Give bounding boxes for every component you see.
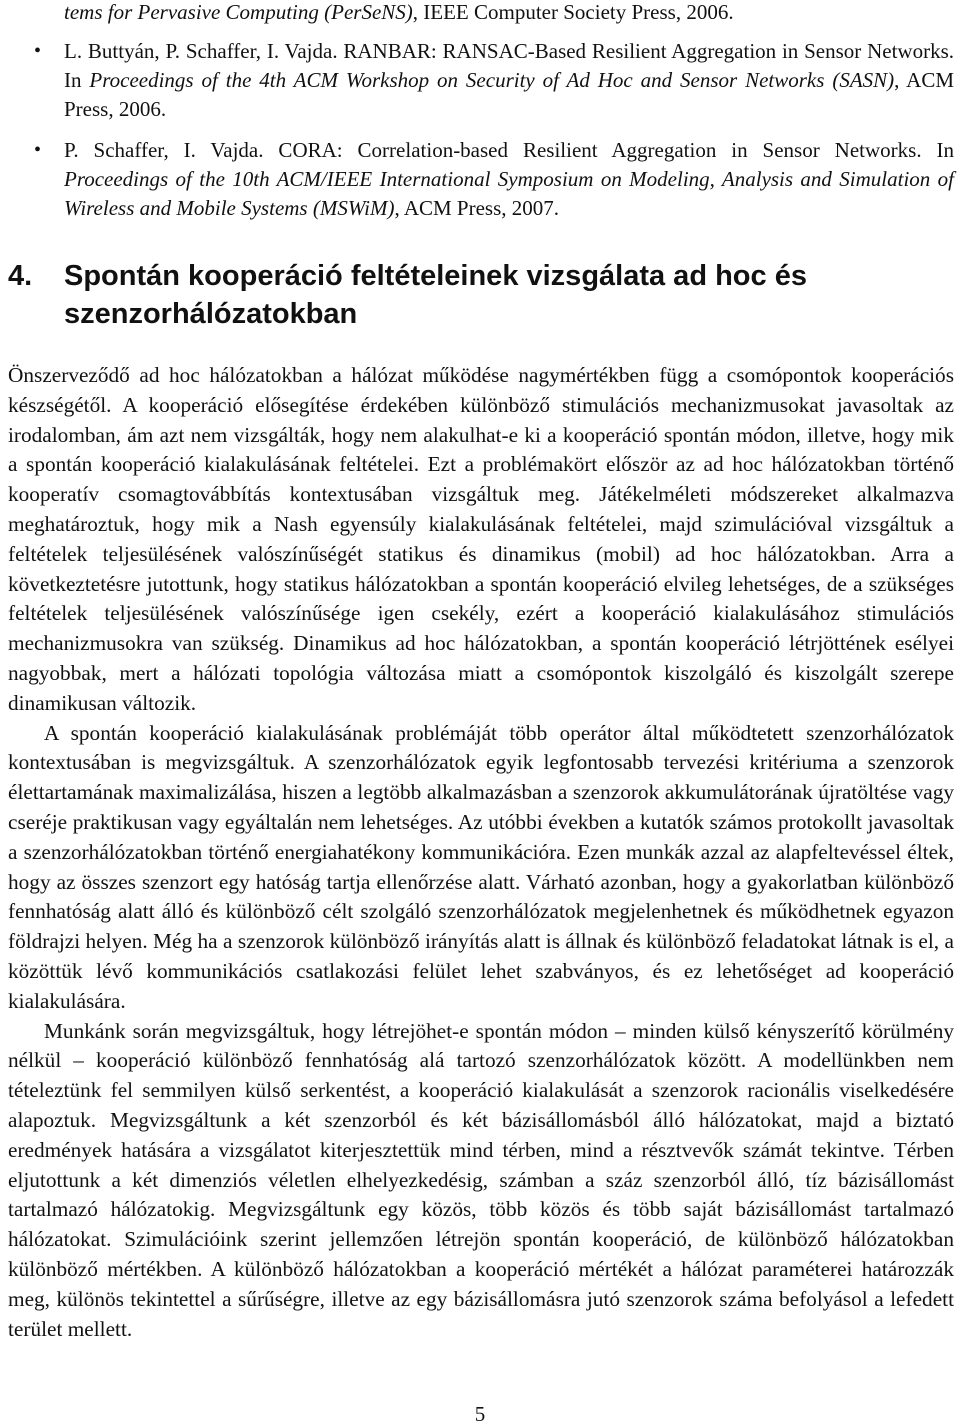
page-number: 5	[474, 1402, 486, 1426]
reference-venue: Proceedings of the 10th ACM/IEEE International Symposium on Modeling, Analysis and Simulation of Wireless and Mobile Systems (MSWiM)	[64, 167, 954, 220]
body-paragraph: Munkánk során megvizsgáltuk, hogy létrejöhet-e spontán módon – minden külső kényszerítő körülmény nélkül – kooperáció különböző fennhatóság alá tartozó szenzorhálózatok között. A modellünkben nem tételeztünk fel semmilyen külső serkentést, a kooperáció kialakulását a szenzorok racionális viselkedésére alapoztuk. Megvizsgáltunk a két szenzorból és két bázisállomásból álló hálózatokat, majd a biztató eredmények hatására a vizsgálatot kiterjesztettük mind térben, mind a résztvevők számát tekintve. Térben eljutottunk a két dimenziós véletlen elhelyezkedésig, számban a száz szenzorból álló, tíz bázisállomást tartalmazó hálózatokig. Megvizsgáltunk egy közös, több közös és több saját bázisállomást tartalmazó hálózatokat. Szimulációink szerint jellemzően létrejön spontán kooperáció, de különböző hálózatokban különböző mértékben. A különböző hálózatokban a kooperáció mértékét a hálózat paraméterei határozzák meg, különös tekintettel a sűrűségre, illetve az egy bázisállomásra jutó szenzorok száma befolyásol a lefedett terület mellett.	[8, 1018, 954, 1341]
section-title: Spontán kooperáció feltételeinek vizsgálata ad hoc és szenzorhálózatokban	[64, 260, 807, 330]
bullet-icon: •	[34, 40, 42, 62]
reference-continuation	[8, 0, 954, 27]
reference-item	[8, 37, 954, 124]
body-paragraph: Önszerveződő ad hoc hálózatokban a hálózat működése nagymértékben függ a csomópontok kooperációs készségétől. A kooperáció elősegítése érdekében különböző stimulációs mechanizmusokat javasoltak az irodalomban, ám azt nem vizsgálták, hogy nem alakulhat-e ki a kooperáció spontán módon, illetve, hogy mik a spontán kooperáció kialakulásának feltételei. Ezt a problémakört először az ad hoc hálózatokban történő kooperatív csomagtovábbítás kontextusában vizsgáltuk meg. Játékelméleti módszereket alkalmazva meghatároztuk, hogy mik a Nash egyensúly kialakulásának feltételei, majd szimulációval vizsgáltuk a feltételek teljesülésének valószínűségét statikus és dinamikus (mobil) ad hoc hálózatokban. Arra a következtetésre jutottunk, hogy statikus hálózatokban a spontán kooperáció elvileg lehetséges, de a szükséges feltételek teljesülésének valószínűsége igen csekély, ezért a kooperáció kialakulásához stimulációs mechanizmusokra van szükség. Dinamikus ad hoc hálózatokban, a spontán kooperáció létrjöttének esélyei nagyobbak, mert a hálózati topológia változása miatt a csomópontok kiszolgáló és kiszolgált szerepe dinamikusan változik.	[8, 363, 954, 715]
reference-venue: tems for Pervasive Computing (PerSeNS)	[64, 0, 413, 24]
reference-list	[8, 37, 954, 223]
bullet-icon: •	[34, 139, 42, 161]
body-paragraph: A spontán kooperáció kialakulásának problémáját több operátor által működtetett szenzorhálózatok kontextusában is megvizsgáltuk. A szenzorhálózatok egyik legfontosabb tervezési kritériuma a szenzorok élettartamának maximalizálása, hiszen a legtöbb alkalmazásban a szenzorok akkumulátorának újratöltése vagy cseréje praktikusan vagy egyáltalán nem lehetséges. Az utóbbi években a kutatók számos protokollt javasoltak a szenzorhálózatokban történő energiahatékony kommunikációra. Ezen munkák azzal az alapfeltevéssel éltek, hogy az összes szenzort egy hatóság tartja ellenőrzése alatt. Várható azonban, hogy a gyakorlatban különböző fennhatóság alatt álló és különböző célt szolgáló szenzorhálózatok megjelenhetnek és működhetnek egyazon földrajzi helyen. Még ha a szenzorok különböző irányítás alatt is állnak és különböző feladatokat látnak is el, a közöttük lévő kommunikációs csatlakozási felület lehet szabványos, és ez lehetőséget ad kooperáció kialakulására.	[8, 720, 954, 1013]
reference-publisher: , ACM Press, 2007.	[394, 196, 560, 220]
reference-item	[8, 136, 954, 223]
reference-publisher: , ACM Press, 2006.	[64, 68, 954, 121]
reference-authors: P. Schaffer, I. Vajda. CORA: Correlation-based Resilient Aggregation in Sensor Networks. In	[64, 138, 954, 162]
document-page	[8, 0, 954, 1344]
reference-authors: L. Buttyán, P. Schaffer, I. Vajda. RANBAR: RANSAC-Based Resilient Aggregation in Sensor Networks. In	[64, 39, 954, 92]
section-number: 4.	[8, 260, 33, 292]
reference-venue: Proceedings of the 4th ACM Workshop on Security of Ad Hoc and Sensor Networks (SASN)	[89, 68, 895, 92]
reference-publisher: , IEEE Computer Society Press, 2006.	[412, 0, 734, 24]
section-heading	[8, 257, 954, 333]
